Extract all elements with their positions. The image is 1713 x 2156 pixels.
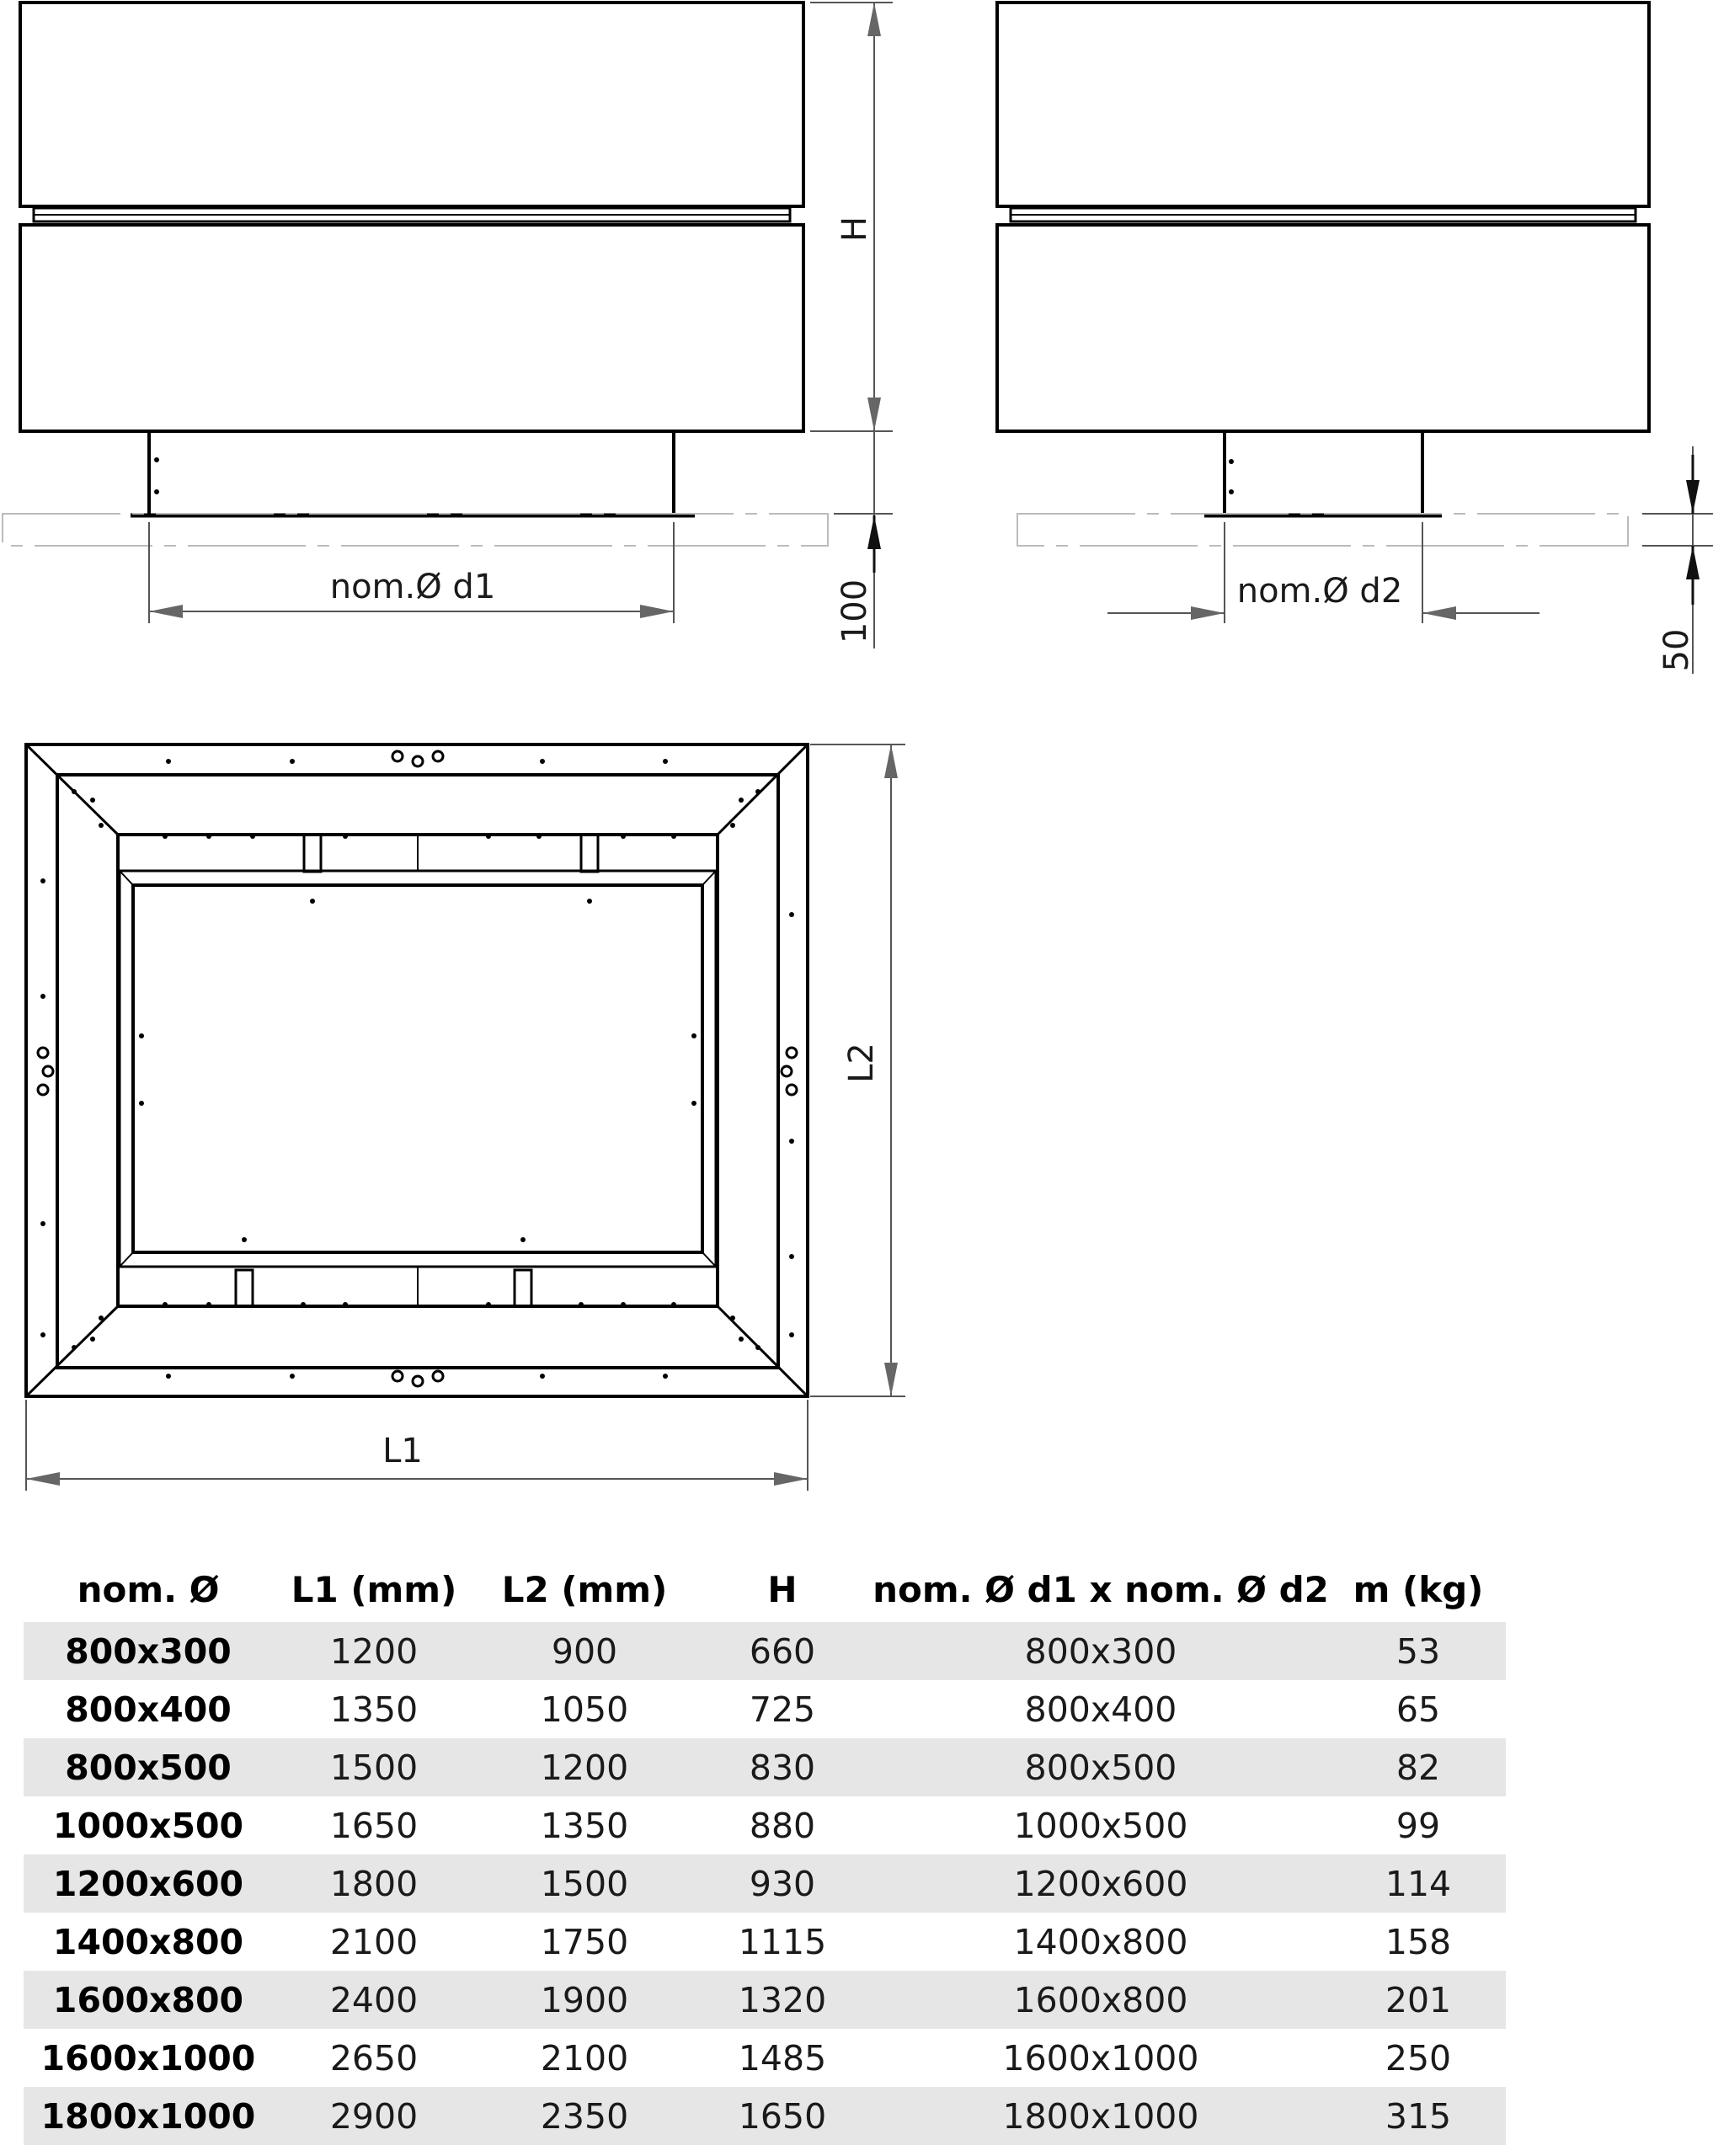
table-header-row [24,1556,1506,1622]
cell-l2: 1900 [475,1971,694,2029]
cell-d1xd2: 1600x800 [871,1971,1331,2029]
cell-l1: 2400 [273,1971,475,2029]
dim-100-label: 100 [835,579,874,644]
table-row [24,1622,1506,1680]
cell-nom: 1400x800 [52,1921,244,1962]
cell-nom: 1600x800 [24,1971,273,2029]
cell-l1: 1200 [273,1622,475,1680]
dim-d1-label: nom.Ø d1 [329,568,496,606]
cell-h: 1320 [694,1971,871,2029]
cell-d1xd2: 800x300 [871,1622,1331,1680]
side-bottom-block [997,225,1649,431]
cell-nom: 800x400 [65,1689,232,1730]
cell-l1: 2100 [329,1921,419,1962]
dim-d2-label: nom.Ø d2 [1236,572,1403,611]
cell-mass: 250 [1385,2037,1452,2079]
side-view [997,3,1649,515]
cell-d1xd2: 1800x1000 [871,2087,1331,2145]
cell-l2: 1350 [540,1805,629,1846]
front-bottom-block [20,225,803,431]
spec-table [24,1556,1506,2145]
col-header-h: H [767,1568,798,1610]
cell-d1xd2: 1600x1000 [1002,2037,1199,2079]
table-row [24,2087,1506,2145]
front-ground-line [3,514,828,546]
table-row [24,1738,1506,1796]
cell-nom: 1600x1000 [40,2037,256,2079]
table-row [24,1796,1506,1854]
cell-nom: 1200x600 [24,1854,273,1913]
plan-opening [133,885,702,1252]
col-header-l2: L2 (mm) [501,1568,668,1610]
cell-l1: 1800 [273,1854,475,1913]
cell-mass: 65 [1395,1689,1441,1730]
plan-frame-3 [118,835,718,1306]
plan-bracket [304,835,321,872]
cell-l1: 2650 [329,2037,419,2079]
cell-l2: 1050 [540,1689,629,1730]
col-header-l1: L1 (mm) [291,1568,457,1610]
cell-nom: 800x500 [24,1738,273,1796]
cell-l2: 2350 [475,2087,694,2145]
plan-view [26,744,808,1396]
dim-l2-label: L2 [842,1043,881,1083]
cell-mass: 114 [1331,1854,1506,1913]
front-top-block [20,3,803,206]
cell-l2: 1750 [540,1921,629,1962]
side-ground-line [1017,514,1628,546]
plan-dimensions [26,744,905,1491]
plan-bracket [515,1270,531,1306]
cell-l1: 1650 [329,1805,419,1846]
cell-d1xd2: 800x500 [871,1738,1331,1796]
front-view [20,3,803,515]
cell-l2: 2100 [540,2037,629,2079]
cell-mass: 53 [1331,1622,1506,1680]
table-row [24,1913,1506,1971]
dim-50-label: 50 [1657,628,1696,672]
cell-d1xd2: 1400x800 [1013,1921,1188,1962]
cell-h: 1650 [694,2087,871,2145]
cell-d1xd2: 800x400 [1024,1689,1177,1730]
front-dimensions [149,3,893,648]
table-row [24,1680,1506,1738]
cell-l1: 1500 [273,1738,475,1796]
cell-nom: 1000x500 [52,1805,244,1846]
cell-d1xd2: 1200x600 [871,1854,1331,1913]
dim-l1-label: L1 [382,1432,423,1470]
cell-l2: 900 [475,1622,694,1680]
cell-nom: 800x300 [24,1622,273,1680]
dim-h-label: H [835,216,874,243]
cell-mass: 201 [1331,1971,1506,2029]
table-row [24,1854,1506,1913]
cell-mass: 82 [1331,1738,1506,1796]
col-header-mass: m (kg) [1353,1568,1484,1610]
plan-bracket [236,1270,253,1306]
cell-h: 660 [694,1622,871,1680]
plan-bracket [581,835,598,872]
cell-mass: 99 [1395,1805,1441,1846]
plan-inner-frame [120,871,716,1267]
table-row [24,2029,1506,2087]
cell-l2: 1500 [475,1854,694,1913]
cell-d1xd2: 1000x500 [1013,1805,1188,1846]
cell-h: 1115 [738,1921,827,1962]
cell-h: 830 [694,1738,871,1796]
cell-nom: 1800x1000 [24,2087,273,2145]
side-dimensions [1107,446,1713,674]
cell-mass: 158 [1385,1921,1452,1962]
cell-h: 725 [749,1689,816,1730]
table-row [24,1971,1506,2029]
col-header-d1xd2: nom. Ø d1 x nom. Ø d2 [873,1568,1329,1610]
cell-h: 930 [694,1854,871,1913]
cell-l1: 1350 [329,1689,419,1730]
cell-h: 1485 [738,2037,827,2079]
cell-h: 880 [749,1805,816,1846]
cell-l2: 1200 [475,1738,694,1796]
cell-mass: 315 [1331,2087,1506,2145]
side-top-block [997,3,1649,206]
cell-l1: 2900 [273,2087,475,2145]
col-header-nom: nom. Ø [77,1568,220,1610]
